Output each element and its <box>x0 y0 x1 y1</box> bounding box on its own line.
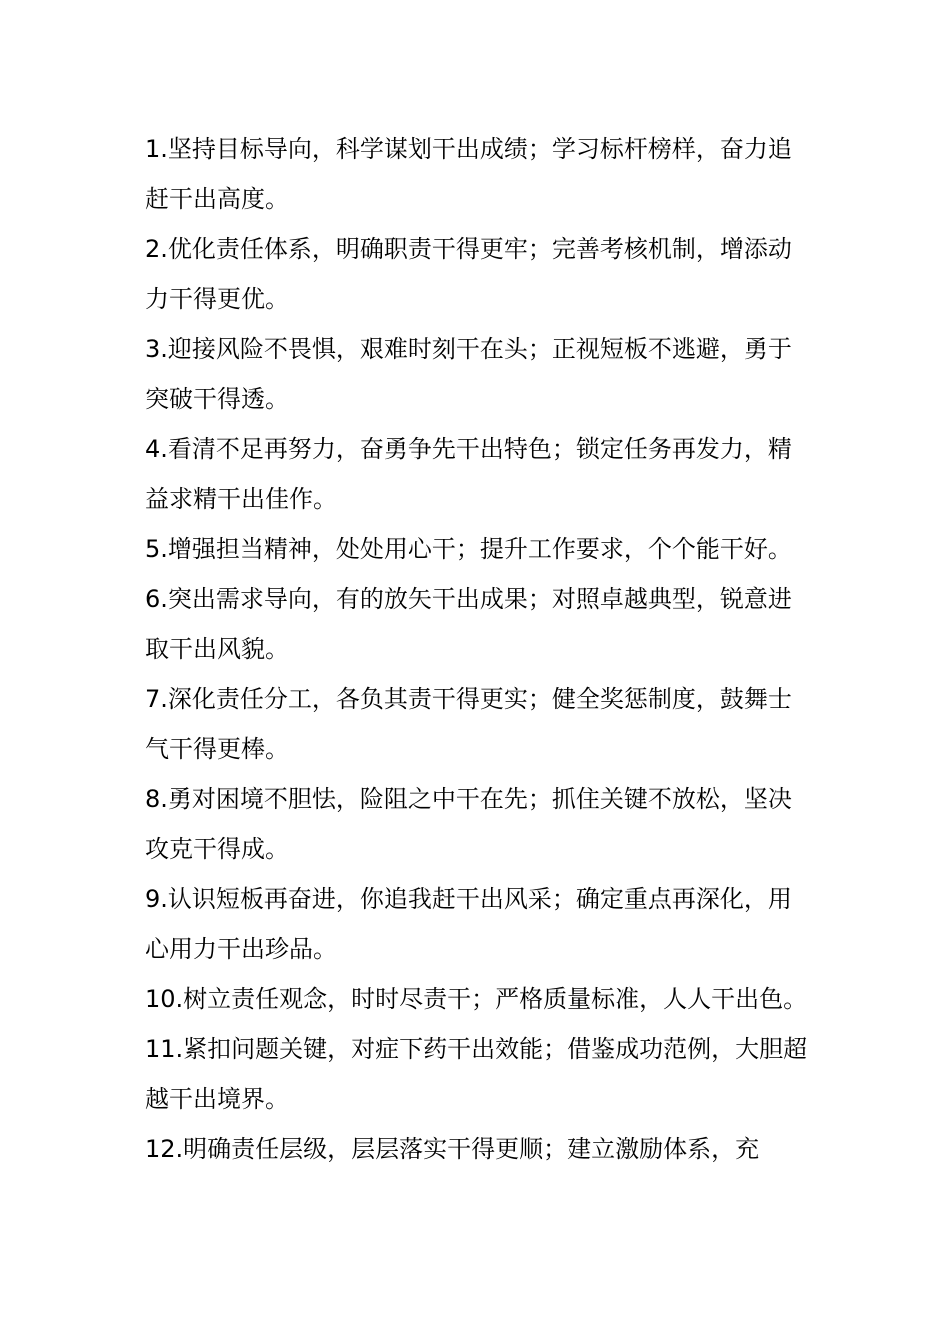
list-item: 8.勇对困境不胆怯，险阻之中干在先；抓住关键不放松，坚决攻克干得成。 <box>145 785 792 863</box>
list-item: 5.增强担当精神，处处用心干；提升工作要求，个个能干好。 <box>145 535 792 563</box>
list-item: 7.深化责任分工，各负其责干得更实；健全奖惩制度，鼓舞士气干得更棒。 <box>145 685 792 763</box>
list-item: 4.看清不足再努力，奋勇争先干出特色；锁定任务再发力，精益求精干出佳作。 <box>145 435 792 513</box>
list-item: 9.认识短板再奋进，你追我赶干出风采；确定重点再深化，用心用力干出珍品。 <box>145 885 792 963</box>
list-item: 10.树立责任观念，时时尽责干；严格质量标准，人人干出色。 <box>145 985 808 1013</box>
list-item: 12.明确责任层级，层层落实干得更顺；建立激励体系，充 <box>145 1135 760 1163</box>
list-item: 2.优化责任体系，明确职责干得更牢；完善考核机制，增添动力干得更优。 <box>145 235 792 313</box>
list-item: 6.突出需求导向，有的放矢干出成果；对照卓越典型，锐意进取干出风貌。 <box>145 585 792 663</box>
list-item: 1.坚持目标导向，科学谋划干出成绩；学习标杆榜样，奋力追赶干出高度。 <box>145 135 792 213</box>
list-item: 11.紧扣问题关键，对症下药干出效能；借鉴成功范例，大胆超越干出境界。 <box>145 1035 808 1113</box>
list-item: 3.迎接风险不畏惧，艰难时刻干在头；正视短板不逃避，勇于突破干得透。 <box>145 335 792 413</box>
document-body <box>145 124 810 1174</box>
